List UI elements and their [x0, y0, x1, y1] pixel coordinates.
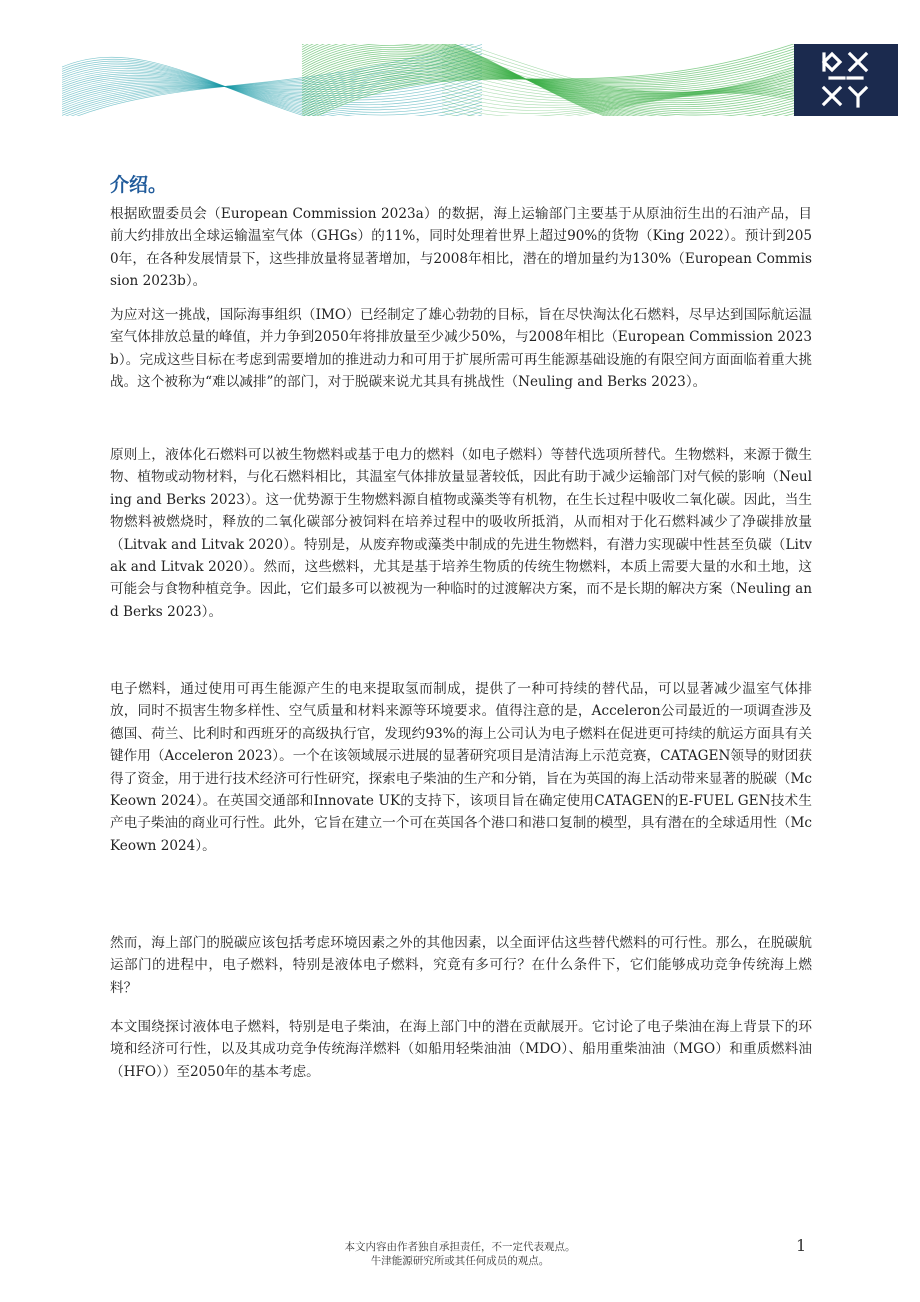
wave-lines-icon	[62, 44, 898, 116]
footer-disclaimer-line-1: 本文内容由作者独自承担责任，不一定代表观点。	[344, 1241, 576, 1253]
oies-logo-icon	[794, 44, 898, 116]
wave-banner-image	[62, 44, 898, 116]
paragraph-5: 然而，海上部门的脱碳应该包括考虑环境因素之外的其他因素，以全面评估这些替代燃料的可行性。那么，在脱碳航运部门的进程中，电子燃料，特别是液体电子燃料，究竟有多可行？在什么条件下，它们能够成功竞争传统海上燃料？	[110, 935, 812, 996]
paragraph-2: 为应对这一挑战，国际海事组织（IMO）已经制定了雄心勃勃的目标，旨在尽快淘汰化石燃料，尽早达到国际航运温室气体排放总量的峰值，并力争到2050年将排放量至少减少50%，与2008年相比（European Commission 2023b）。完成这些目标在考虑到需要增加的推进动力和可用于扩展所需可再生能源基础设施的有限空间方面面临着重大挑战。这个被称为“难以减排”的部门，对于脱碳来说尤其具有挑战性（Neuling and Berks 2023）。	[110, 307, 812, 391]
footer-disclaimer	[260, 1240, 660, 1268]
paragraph-6: 本文围绕探讨液体电子燃料，特别是电子柴油，在海上部门中的潜在贡献展开。它讨论了电子柴油在海上背景下的环境和经济可行性，以及其成功竞争传统海洋燃料（如船用轻柴油油（MDO）、船用重柴油油（MGO）和重质燃料油（HFO））至2050年的基本考虑。	[110, 1019, 812, 1080]
paragraph-3: 原则上，液体化石燃料可以被生物燃料或基于电力的燃料（如电子燃料）等替代选项所替代。生物燃料，来源于微生物、植物或动物材料，与化石燃料相比，其温室气体排放量显著较低，因此有助于减少运输部门对气候的影响（Neuling and Berks 2023）。这一优势源于生物燃料源自植物或藻类等有机物，在生长过程中吸收二氧化碳。因此，当生物燃料被燃烧时，释放的二氧化碳部分被饲料在培养过程中的吸收所抵消，从而相对于化石燃料减少了净碳排放量（Litvak and Litvak 2020）。特别是，从废弃物或藻类中制成的先进生物燃料，有潜力实现碳中性甚至负碳（Litvak and Litvak 2020）。然而，这些燃料，尤其是基于培养生物质的传统生物燃料，本质上需要大量的水和土地，这可能会与食物种植竞争。因此，它们最多可以被视为一种临时的过渡解决方案，而不是长期的解决方案（Neuling and Berks 2023）。	[110, 447, 812, 620]
paragraph-4: 电子燃料，通过使用可再生能源产生的电来提取氢而制成，提供了一种可持续的替代品，可以显著减少温室气体排放，同时不损害生物多样性、空气质量和材料来源等环境要求。值得注意的是，Acceleron公司最近的一项调查涉及德国、荷兰、比利时和西班牙的高级执行官，发现约93%的海上公司认为电子燃料在促进更可持续的航运方面具有关键作用（Acceleron 2023）。一个在该领域展示进展的显著研究项目是清洁海上示范竞赛，CATAGEN领导的财团获得了资金，用于进行技术经济可行性研究，探索电子柴油的生产和分销，旨在为英国的海上活动带来显著的脱碳（McKeown 2024）。在英国交通部和Innovate UK的支持下，该项目旨在确定使用CATAGEN的E-FUEL GEN技术生产电子柴油的商业可行性。此外，它旨在建立一个可在英国各个港口和港口复制的模型，具有潜在的全球适用性（McKeown 2024）。	[110, 681, 812, 854]
section-heading: 介绍。	[110, 174, 168, 196]
footer-disclaimer-line-2: 牛津能源研究所或其任何成员的观点。	[370, 1255, 550, 1267]
paragraph-1: 根据欧盟委员会（European Commission 2023a）的数据，海上运输部门主要基于从原油衍生出的石油产品，目前大约排放出全球运输温室气体（GHGs）的11%，同时处理着世界上超过90%的货物（King 2022）。预计到2050年，在各种发展情景下，这些排放量将显著增加，与2008年相比，潜在的增加量约为130%（European Commission 2023b）。	[110, 206, 812, 290]
page-number: 1	[796, 1236, 807, 1255]
